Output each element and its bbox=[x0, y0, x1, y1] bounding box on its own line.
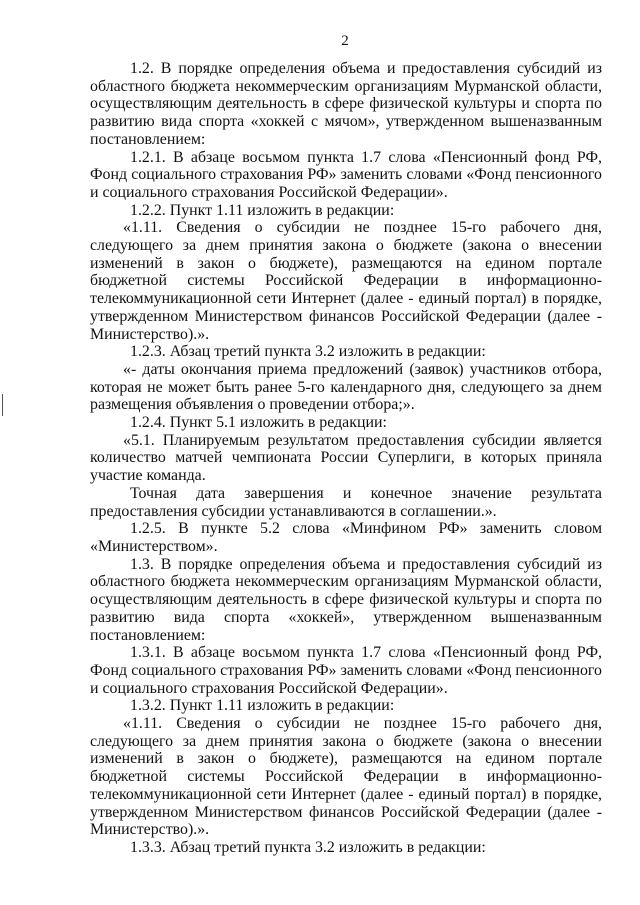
document-body bbox=[90, 60, 602, 857]
page-number: 2 bbox=[341, 33, 349, 49]
quote-1-11-second: «1.11. Сведения о субсидии не позднее 15-го рабочего дня, следующего за днем принятия закона о бюджете (закона о внесении изменений в закон о бюджете), размещаются на едином портале бюджетной системы Российской Федерации в информационно-телекоммуникационной сети Интернет (далее - единый портал) в порядке, утвержденном Министерством финансов Российской Федерации (далее - Министерство).». bbox=[90, 715, 602, 839]
paragraph-1-3: 1.3. В порядке определения объема и предоставления субсидий из областного бюджета некоммерческим организациям Мурманской области, осуществляющим деятельность в сфере физической культуры и спорта по развитию вида спорта «хоккей», утвержденном вышеназванным постановлением: bbox=[90, 555, 602, 644]
paragraph-1-3-2: 1.3.2. Пункт 1.11 изложить в редакции: bbox=[130, 697, 395, 715]
paragraph-1-2-4: 1.2.4. Пункт 5.1 изложить в редакции: bbox=[130, 414, 387, 432]
paragraph-1-2-3: 1.2.3. Абзац третий пункта 3.2 изложить в редакции: bbox=[130, 343, 486, 361]
paragraph-1-2: 1.2. В порядке определения объема и предоставления субсидий из областного бюджета некоммерческим организациям Мурманской области, осуществляющим деятельность в сфере физической культуры и спорта по развитию вида спорта «хоккей с мячом», утвержденном вышеназванным постановлением: bbox=[90, 60, 602, 148]
paragraph-1-2-5: 1.2.5. В пункте 5.2 слова «Минфином РФ» заменить словом «Министерством». bbox=[90, 520, 602, 555]
paragraph-1-2-1: 1.2.1. В абзаце восьмом пункта 1.7 слова «Пенсионный фонд РФ, Фонд социального страхования РФ» заменить словами «Фонд пенсионного и социального страхования Российской Федерации». bbox=[90, 148, 602, 201]
quote-5-1: «5.1. Планируемым результатом предоставления субсидии является количество матчей чемпионата России Суперлиги, в которых приняла участие команда. bbox=[90, 431, 602, 485]
margin-scan-mark bbox=[2, 394, 3, 416]
quote-1-11-first: «1.11. Сведения о субсидии не позднее 15-го рабочего дня, следующего за днем принятия закона о бюджете (закона о внесении изменений в закон о бюджете), размещаются на едином портале бюджетной системы Российской Федерации в информационно-телекоммуникационной сети Интернет (далее - единый портал) в порядке, утвержденном Министерством финансов Российской Федерации (далее - Министерство).». bbox=[90, 219, 602, 343]
paragraph-1-3-1: 1.3.1. В абзаце восьмом пункта 1.7 слова «Пенсионный фонд РФ, Фонд социального страхования РФ» заменить словами «Фонд пенсионного и социального страхования Российской Федерации». bbox=[90, 644, 602, 697]
paragraph-1-3-3: 1.3.3. Абзац третий пункта 3.2 изложить в редакции: bbox=[130, 838, 486, 856]
paragraph-result-date: Точная дата завершения и конечное значение результата предоставления субсидии устанавливаются в соглашении.». bbox=[90, 484, 602, 520]
paragraph-1-2-2: 1.2.2. Пункт 1.11 изложить в редакции: bbox=[130, 201, 395, 219]
quote-3-2-first: «- даты окончания приема предложений (заявок) участников отбора, которая не может быть ранее 5-го календарного дня, следующего за днем размещения объявления о проведении отбора;». bbox=[90, 360, 602, 414]
